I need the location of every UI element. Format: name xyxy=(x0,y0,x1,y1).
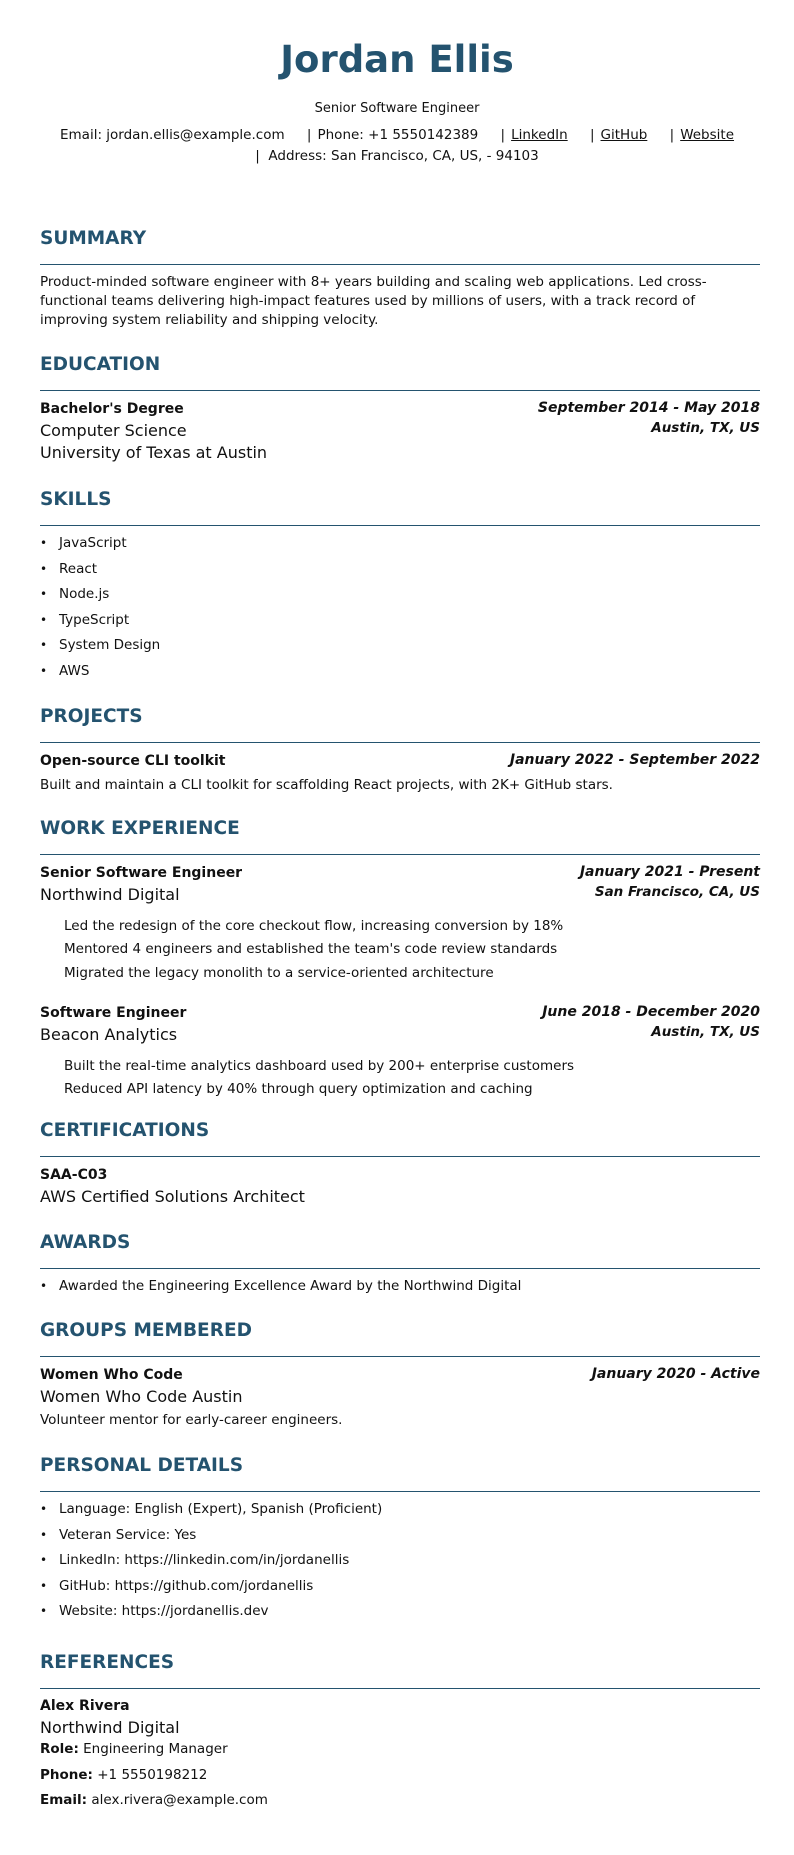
list-item: • System Design xyxy=(40,636,160,662)
reference-email xyxy=(40,1791,268,1810)
contact-line xyxy=(0,127,794,143)
project-description: Built and maintain a CLI toolkit for scaffolding React projects, with 2K+ GitHub stars. xyxy=(40,777,613,793)
skills-list xyxy=(40,534,160,688)
candidate-title: Senior Software Engineer xyxy=(314,101,480,116)
section-divider xyxy=(40,1688,760,1689)
candidate-name: Jordan Ellis xyxy=(280,38,514,81)
list-item: • LinkedIn: https://linkedin.com/in/jordanellis xyxy=(40,1551,382,1577)
list-item: Reduced API latency by 40% through query optimization and caching xyxy=(64,1081,533,1098)
linkedin-link[interactable]: LinkedIn xyxy=(511,127,568,143)
section-title-groups: GROUPS MEMBERED xyxy=(40,1320,252,1341)
section-title-education: EDUCATION xyxy=(40,354,161,375)
separator: | xyxy=(500,127,506,143)
reference-company: Northwind Digital xyxy=(40,1718,180,1737)
field-value: +1 5550198212 xyxy=(97,1767,208,1783)
education-location: Austin, TX, US xyxy=(651,420,760,436)
list-item: • Node.js xyxy=(40,585,160,611)
github-link[interactable]: GitHub xyxy=(600,127,648,143)
group-dates: January 2020 - Active xyxy=(591,1366,760,1382)
section-divider xyxy=(40,390,760,391)
reference-name: Alex Rivera xyxy=(40,1698,130,1714)
contact-email: Email: jordan.ellis@example.com xyxy=(59,127,285,143)
job-dates: January 2021 - Present xyxy=(579,864,760,880)
section-divider xyxy=(40,742,760,743)
project-name: Open-source CLI toolkit xyxy=(40,753,226,769)
separator: | xyxy=(306,127,312,143)
field-label: Role: xyxy=(40,1741,79,1757)
education-dates: September 2014 - May 2018 xyxy=(537,400,760,416)
list-item: • Language: English (Expert), Spanish (Proficient) xyxy=(40,1500,382,1526)
separator: | xyxy=(255,148,260,164)
list-item: Migrated the legacy monolith to a service-oriented architecture xyxy=(64,964,494,981)
group-chapter: Women Who Code Austin xyxy=(40,1387,243,1406)
certification-name: AWS Certified Solutions Architect xyxy=(40,1187,305,1206)
contact-address xyxy=(0,148,794,164)
address-text: Address: San Francisco, CA, US, - 94103 xyxy=(268,148,539,164)
education-school: University of Texas at Austin xyxy=(40,443,268,462)
group-name: Women Who Code xyxy=(40,1367,183,1383)
job-company: Northwind Digital xyxy=(40,885,180,904)
section-divider xyxy=(40,525,760,526)
section-divider xyxy=(40,854,760,855)
contact-phone: Phone: +1 5550142389 xyxy=(317,127,479,143)
job-bullets xyxy=(64,1057,574,1104)
field-label: Email: xyxy=(40,1792,88,1808)
list-item: • AWS xyxy=(40,662,160,688)
summary-text: Product-minded software engineer with 8+ years building and scaling web applications. Led cross-functional teams delivering high-impact features used by millions of users, with a track record of improving system reliability and shipping velocity. xyxy=(40,274,707,328)
website-link[interactable]: Website xyxy=(680,127,735,143)
section-title-awards: AWARDS xyxy=(40,1232,131,1253)
field-label: Phone: xyxy=(40,1767,93,1783)
section-title-personal: PERSONAL DETAILS xyxy=(40,1455,244,1476)
section-divider xyxy=(40,1156,760,1157)
section-divider xyxy=(40,1268,760,1269)
list-item: Built the real-time analytics dashboard used by 200+ enterprise customers xyxy=(64,1058,575,1074)
section-title-skills: SKILLS xyxy=(40,489,112,510)
section-divider xyxy=(40,1356,760,1357)
certification-code: SAA-C03 xyxy=(40,1167,108,1183)
job-company: Beacon Analytics xyxy=(40,1025,178,1044)
project-dates: January 2022 - September 2022 xyxy=(509,752,760,768)
section-title-work: WORK EXPERIENCE xyxy=(40,818,240,839)
job-role: Senior Software Engineer xyxy=(40,865,243,881)
list-item: Led the redesign of the core checkout flow, increasing conversion by 18% xyxy=(64,918,564,934)
list-item: • Awarded the Engineering Excellence Award by the Northwind Digital xyxy=(40,1277,521,1303)
job-location: Austin, TX, US xyxy=(651,1024,760,1040)
list-item: • React xyxy=(40,560,160,586)
job-location: San Francisco, CA, US xyxy=(594,884,760,900)
section-divider xyxy=(40,1491,760,1492)
section-title-projects: PROJECTS xyxy=(40,706,143,727)
list-item: • GitHub: https://github.com/jordanellis xyxy=(40,1577,382,1603)
personal-list xyxy=(40,1500,382,1628)
job-role: Software Engineer xyxy=(40,1005,187,1021)
section-divider xyxy=(40,264,760,265)
list-item: • Veteran Service: Yes xyxy=(40,1526,382,1552)
list-item: • Website: https://jordanellis.dev xyxy=(40,1602,382,1628)
section-title-certifications: CERTIFICATIONS xyxy=(40,1120,210,1141)
list-item: • TypeScript xyxy=(40,611,160,637)
field-value: Engineering Manager xyxy=(83,1741,228,1757)
separator: | xyxy=(669,127,675,143)
education-degree: Bachelor's Degree xyxy=(40,401,184,417)
list-item: • JavaScript xyxy=(40,534,160,560)
separator: | xyxy=(589,127,595,143)
reference-phone xyxy=(40,1766,207,1785)
section-title-references: REFERENCES xyxy=(40,1652,175,1673)
section-title-summary: SUMMARY xyxy=(40,228,147,249)
job-dates: June 2018 - December 2020 xyxy=(542,1004,760,1020)
education-field: Computer Science xyxy=(40,421,187,440)
list-item: Mentored 4 engineers and established the team's code review standards xyxy=(64,941,558,958)
reference-role xyxy=(40,1740,228,1759)
awards-list xyxy=(40,1277,521,1303)
group-description: Volunteer mentor for early-career engineers. xyxy=(40,1412,343,1428)
job-bullets xyxy=(64,917,563,987)
field-value: alex.rivera@example.com xyxy=(91,1792,268,1808)
